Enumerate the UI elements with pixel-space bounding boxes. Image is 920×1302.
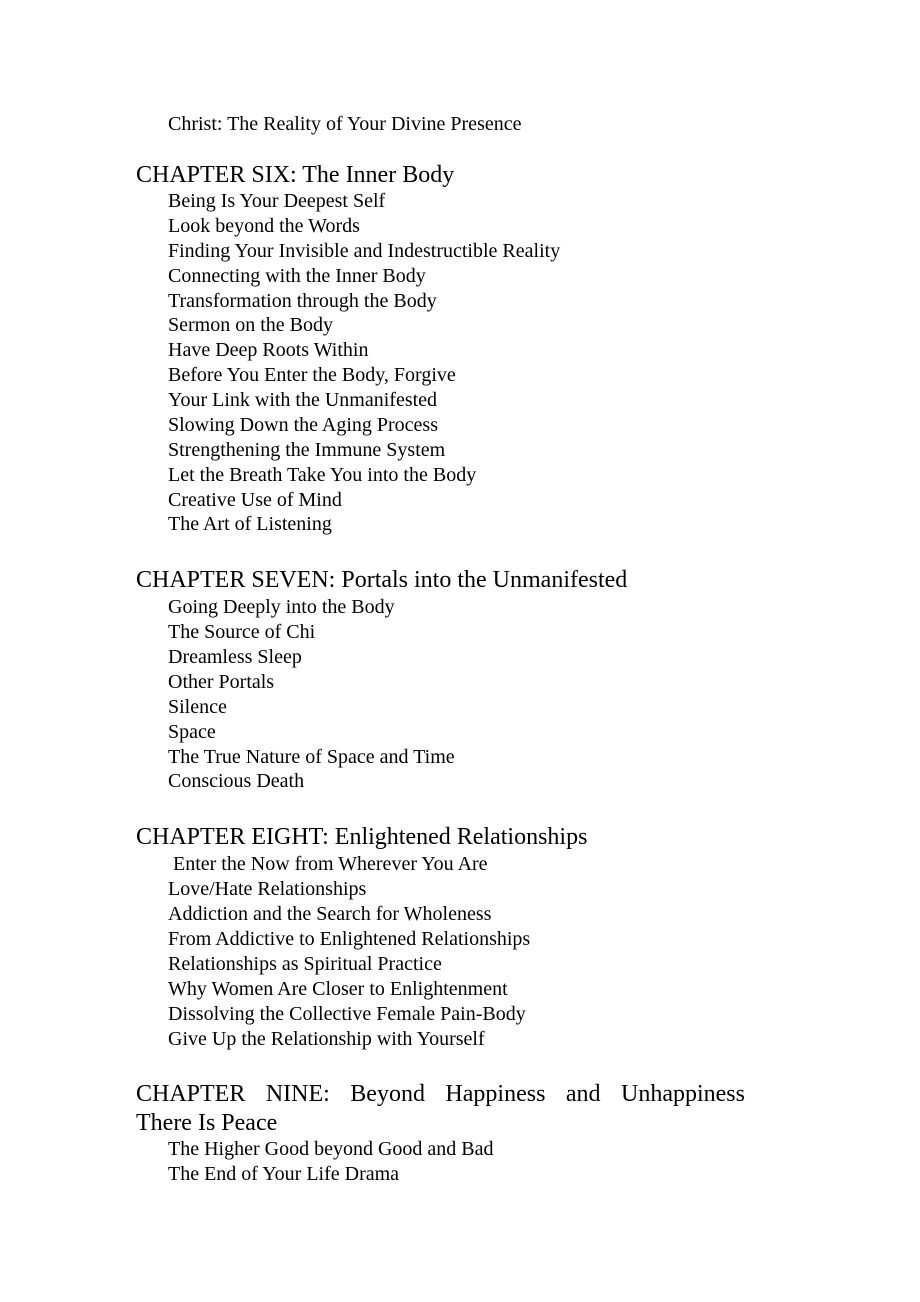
toc-entry: Strengthening the Immune System xyxy=(168,439,446,461)
heading-word: Unhappiness xyxy=(621,1081,745,1107)
toc-entry: Before You Enter the Body, Forgive xyxy=(168,364,456,386)
toc-entry: From Addictive to Enlightened Relationships xyxy=(168,928,531,950)
toc-entry: The Source of Chi xyxy=(168,621,316,643)
toc-entry: Finding Your Invisible and Indestructible Reality xyxy=(168,240,561,262)
chapter-heading xyxy=(136,1080,745,1138)
heading-word: Happiness xyxy=(445,1081,546,1107)
toc-entry: Let the Breath Take You into the Body xyxy=(168,464,477,486)
toc-entry: Why Women Are Closer to Enlightenment xyxy=(168,978,508,1000)
toc-entry: Have Deep Roots Within xyxy=(168,339,369,361)
toc-entry: Creative Use of Mind xyxy=(168,489,342,511)
chapter-heading: CHAPTER SIX: The Inner Body xyxy=(136,162,455,188)
toc-entry: The Higher Good beyond Good and Bad xyxy=(168,1138,494,1160)
heading-word: and xyxy=(565,1081,601,1107)
chapter-heading: CHAPTER EIGHT: Enlightened Relationships xyxy=(136,824,588,850)
toc-entry: Addiction and the Search for Wholeness xyxy=(168,903,492,925)
toc-entry: The Art of Listening xyxy=(168,513,332,535)
toc-entry: Going Deeply into the Body xyxy=(168,596,395,618)
toc-entry: Other Portals xyxy=(168,671,275,693)
chapter-heading: CHAPTER SEVEN: Portals into the Unmanifested xyxy=(136,567,628,593)
toc-entry: Your Link with the Unmanifested xyxy=(168,389,438,411)
toc-entry: Being Is Your Deepest Self xyxy=(168,190,386,212)
chapter-heading-line-1 xyxy=(136,1080,745,1109)
toc-entry: The End of Your Life Drama xyxy=(168,1163,400,1185)
toc-entry: Christ: The Reality of Your Divine Presence xyxy=(168,113,522,135)
toc-entry: Give Up the Relationship with Yourself xyxy=(168,1028,485,1050)
toc-entry: The True Nature of Space and Time xyxy=(168,746,455,768)
toc-entry: Dreamless Sleep xyxy=(168,646,302,668)
toc-entry: Enter the Now from Wherever You Are xyxy=(173,853,488,875)
toc-entry: Love/Hate Relationships xyxy=(168,878,367,900)
toc-entry: Transformation through the Body xyxy=(168,290,437,312)
toc-entry: Slowing Down the Aging Process xyxy=(168,414,438,436)
toc-entry: Space xyxy=(168,721,216,743)
heading-word: NINE: xyxy=(265,1081,330,1107)
toc-entry: Conscious Death xyxy=(168,770,305,792)
toc-entry: Relationships as Spiritual Practice xyxy=(168,953,442,975)
toc-entry: Dissolving the Collective Female Pain-Body xyxy=(168,1003,526,1025)
heading-word: CHAPTER xyxy=(136,1081,246,1107)
heading-word: Beyond xyxy=(350,1081,425,1107)
toc-entry: Sermon on the Body xyxy=(168,314,333,336)
chapter-heading-line-2: There Is Peace xyxy=(136,1110,278,1136)
toc-entry: Silence xyxy=(168,696,227,718)
toc-entry: Connecting with the Inner Body xyxy=(168,265,426,287)
toc-entry: Look beyond the Words xyxy=(168,215,360,237)
